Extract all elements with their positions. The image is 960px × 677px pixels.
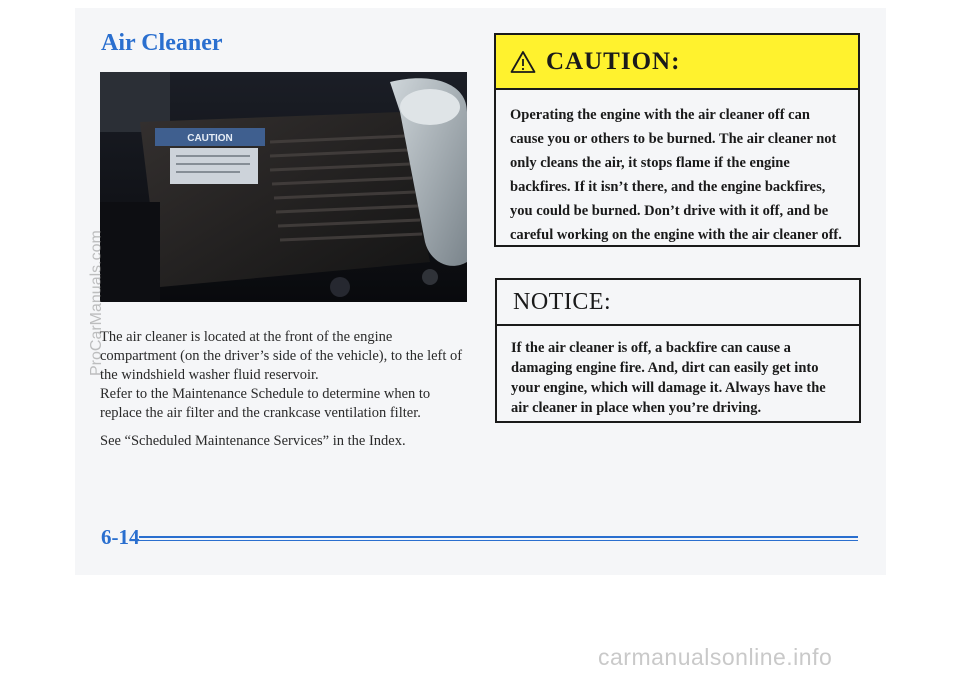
index-reference-paragraph: See “Scheduled Maintenance Services” in the Index. <box>100 433 406 449</box>
notice-text: If the air cleaner is off, a backfire can cause a damaging engine fire. And, dirt can easily get into your engine, which will damage it. Always have the air cleaner in place when you’re driving. <box>511 340 826 416</box>
notice-heading: NOTICE: <box>497 280 859 326</box>
section-title: Air Cleaner <box>101 30 223 56</box>
side-watermark: ProCarManuals.com <box>88 230 105 376</box>
location-paragraph: The air cleaner is located at the front of the engine compartment (on the driver’s side of the vehicle), to the left of the windshield washer fluid reservoir. <box>100 329 463 383</box>
maintenance-paragraph: Refer to the Maintenance Schedule to determine when to replace the air filter and the crankcase ventilation filter. <box>100 386 431 421</box>
photo-caution-label: CAUTION <box>187 133 233 144</box>
footer-rule <box>139 536 858 541</box>
caution-text: Operating the engine with the air cleaner off can cause you or others to be burned. The air cleaner not only cleans the air, it stops flame if the engine backfires. If it isn’t there, and the engine backfires, you could be burned. Don’t drive with it off, and be careful working on the engine with the air cleaner off. <box>510 107 842 243</box>
site-watermark: carmanualsonline.info <box>598 644 833 670</box>
caution-header <box>496 35 858 90</box>
caution-heading: CAUTION: <box>546 47 681 75</box>
engine-photo-illustration <box>100 72 467 302</box>
caution-box <box>494 33 860 247</box>
page-number: 6-14 <box>101 525 140 549</box>
engine-photo <box>100 72 467 302</box>
notice-box <box>495 278 861 423</box>
warning-triangle-icon <box>510 50 536 74</box>
